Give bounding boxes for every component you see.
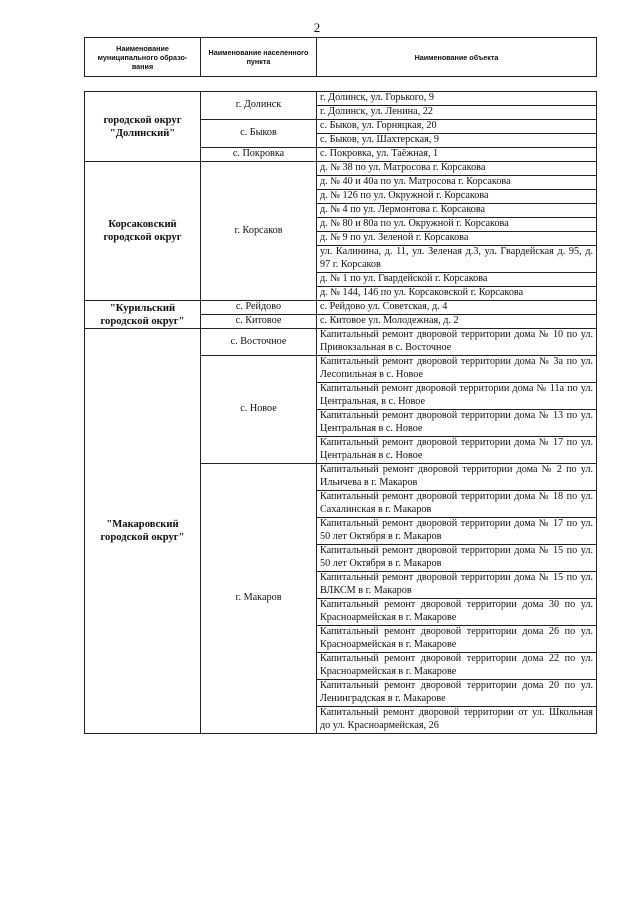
header-object: Наименование объекта — [317, 38, 597, 77]
object-cell: Капитальный ремонт дворовой территории дома № 15 по ул. 50 лет Октября в г. Макаров — [317, 545, 597, 572]
object-cell: с. Быков, ул. Шахтерская, 9 — [317, 134, 597, 148]
object-cell: с. Китовое ул. Молодежная, д. 2 — [317, 315, 597, 329]
table-row — [85, 162, 597, 176]
object-cell: д. № 40 и 40а по ул. Матросова г. Корсакова — [317, 176, 597, 190]
object-cell: Капитальный ремонт дворовой территории от ул. Школьная до ул. Красноармейская, 26 — [317, 707, 597, 734]
settlement-cell: с. Быков — [201, 120, 317, 148]
table-row — [85, 301, 597, 315]
object-cell: д. № 144, 146 по ул. Корсаковской г. Корсакова — [317, 287, 597, 301]
object-cell: Капитальный ремонт дворовой территории дома 26 по ул. Красноармейская в г. Макарове — [317, 626, 597, 653]
settlement-cell: с. Покровка — [201, 148, 317, 162]
municipality-cell: городской округ "Долинский" — [85, 92, 201, 162]
object-cell: г. Долинск, ул. Горького, 9 — [317, 92, 597, 106]
settlement-cell: г. Долинск — [201, 92, 317, 120]
object-cell: Капитальный ремонт дворовой территории дома 30 по ул. Красноармейская в г. Макарове — [317, 599, 597, 626]
municipality-cell: Корсаковский городской округ — [85, 162, 201, 301]
object-cell: Капитальный ремонт дворовой территории дома № 17 по ул. Центральная в с. Новое — [317, 437, 597, 464]
object-cell: Капитальный ремонт дворовой территории дома № 13 по ул. Центральная в с. Новое — [317, 410, 597, 437]
object-cell: г. Долинск, ул. Ленина, 22 — [317, 106, 597, 120]
object-cell: Капитальный ремонт дворовой территории дома 20 по ул. Ленинградская в г. Макарове — [317, 680, 597, 707]
object-cell: д. № 4 по ул. Лермонтова г. Корсакова — [317, 204, 597, 218]
object-cell: Капитальный ремонт дворовой территории дома № 17 по ул. 50 лет Октября в г. Макаров — [317, 518, 597, 545]
header-municipality: Наименование муниципального образо-вания — [85, 38, 201, 77]
municipality-cell: "Курильский городской округ" — [85, 301, 201, 329]
object-cell: с. Рейдово ул. Советская, д. 4 — [317, 301, 597, 315]
settlement-cell: с. Рейдово — [201, 301, 317, 315]
objects-table — [84, 91, 597, 734]
table-header — [84, 37, 597, 77]
object-cell: с. Быков, ул. Горняцкая, 20 — [317, 120, 597, 134]
settlement-cell: с. Восточное — [201, 329, 317, 356]
object-cell: Капитальный ремонт дворовой территории дома № 2 по ул. Ильичева в г. Макаров — [317, 464, 597, 491]
table-row — [85, 329, 597, 356]
object-cell: ул. Калинина, д. 11, ул. Зеленая д.3, ул. Гвардейская д. 95, д. 97 г. Корсаков — [317, 246, 597, 273]
object-cell: с. Покровка, ул. Таёжная, 1 — [317, 148, 597, 162]
settlement-cell: с. Новое — [201, 356, 317, 464]
settlement-cell: г. Макаров — [201, 464, 317, 734]
object-cell: д. № 80 и 80а по ул. Окружной г. Корсакова — [317, 218, 597, 232]
settlement-cell: с. Китовое — [201, 315, 317, 329]
object-cell: Капитальный ремонт дворовой территории дома № 11а по ул. Центральная, в с. Новое — [317, 383, 597, 410]
header-settlement: Наименование населенного пункта — [201, 38, 317, 77]
object-cell: Капитальный ремонт дворовой территории дома № 15 по ул. ВЛКСМ в г. Макаров — [317, 572, 597, 599]
settlement-cell: г. Корсаков — [201, 162, 317, 301]
object-cell: Капитальный ремонт дворовой территории дома 22 по ул. Красноармейская в г. Макарове — [317, 653, 597, 680]
object-cell: д. № 126 по ул. Окружной г. Корсакова — [317, 190, 597, 204]
municipality-cell: "Макаровский городской округ" — [85, 329, 201, 734]
object-cell: Капитальный ремонт дворовой территории дома № 10 по ул. Привокзальная в с. Восточное — [317, 329, 597, 356]
object-cell: д. № 9 по ул. Зеленой г. Корсакова — [317, 232, 597, 246]
object-cell: д. № 38 по ул. Матросова г. Корсакова — [317, 162, 597, 176]
page-number: 2 — [313, 20, 321, 35]
object-cell: д. № 1 по ул. Гвардейской г. Корсакова — [317, 273, 597, 287]
table-row — [85, 92, 597, 106]
object-cell: Капитальный ремонт дворовой территории дома № 3а по ул. Лесопильная в с. Новое — [317, 356, 597, 383]
object-cell: Капитальный ремонт дворовой территории дома № 18 по ул. Сахалинская в г. Макаров — [317, 491, 597, 518]
